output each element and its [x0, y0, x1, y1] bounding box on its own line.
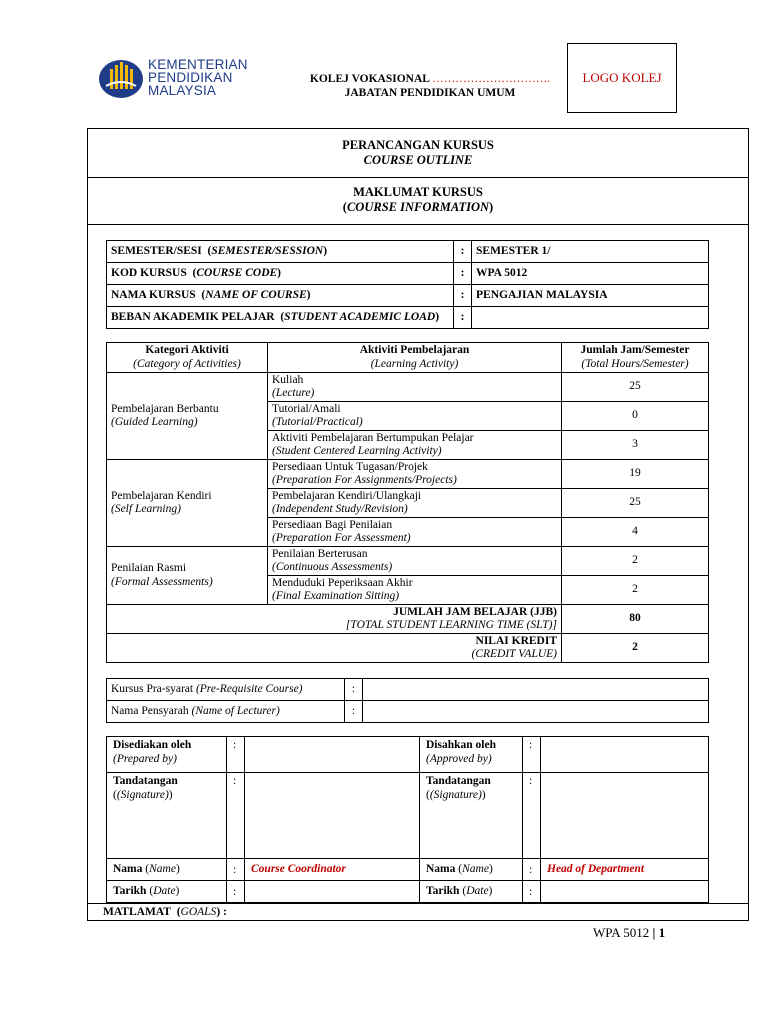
college-name-line [300, 72, 560, 86]
total-label: JUMLAH JAM BELAJAR (JJB) [TOTAL STUDENT LEARNING TIME (SLT)] [107, 605, 562, 634]
hours-cell[interactable]: 2 [562, 576, 709, 605]
colon: : [345, 679, 363, 701]
footer-separator: | [652, 925, 656, 940]
ministry-line-1: KEMENTERIAN [148, 57, 248, 72]
colon: : [227, 737, 245, 773]
colon: : [454, 285, 472, 307]
colon: : [227, 773, 245, 859]
hours-cell[interactable]: 2 [562, 547, 709, 576]
header-hours: Jumlah Jam/Semester (Total Hours/Semester) [562, 343, 709, 373]
table-row [107, 285, 709, 307]
table-row [107, 881, 709, 903]
colon: : [523, 773, 541, 859]
credit-label: NILAI KREDIT (CREDIT VALUE) [107, 634, 562, 663]
lecturer-label: Nama Pensyarah (Name of Lecturer) [107, 701, 345, 723]
college-title [300, 72, 560, 100]
outline-title: PERANCANGAN KURSUS [342, 138, 494, 152]
header-activity: Aktiviti Pembelajaran (Learning Activity) [268, 343, 562, 373]
hours-cell[interactable]: 25 [562, 373, 709, 402]
credit-value[interactable]: 2 [562, 634, 709, 663]
table-row [107, 773, 709, 859]
table-row [107, 701, 709, 723]
activity-cell: Aktiviti Pembelajaran Bertumpukan Pelajar (Student Centered Learning Activity) [268, 431, 562, 460]
page-number: 1 [658, 925, 666, 940]
signature-label-prepared: Tandatangan ((Signature)) [107, 773, 227, 859]
category-self-learning: Pembelajaran Kendiri (Self Learning) [107, 460, 268, 547]
category-formal-assessments: Penilaian Rasmi (Formal Assessments) [107, 547, 268, 605]
ministry-crest-icon [98, 56, 144, 102]
academic-load-value[interactable] [472, 307, 709, 329]
approved-by-label: Disahkan oleh (Approved by) [420, 737, 523, 773]
colon: : [345, 701, 363, 723]
header-category: Kategori Aktiviti (Category of Activities) [107, 343, 268, 373]
colon: : [523, 859, 541, 881]
prepared-by-label: Disediakan oleh (Prepared by) [107, 737, 227, 773]
college-logo-placeholder: LOGO KOLEJ [567, 43, 677, 113]
table-header-row [107, 343, 709, 373]
prepared-name-value[interactable]: Course Coordinator [245, 859, 420, 881]
outline-subtitle: COURSE OUTLINE [363, 153, 473, 167]
hours-cell[interactable]: 19 [562, 460, 709, 489]
table-row [107, 307, 709, 329]
total-hours-value[interactable]: 80 [562, 605, 709, 634]
hours-cell[interactable]: 0 [562, 402, 709, 431]
activity-cell: Pembelajaran Kendiri/Ulangkaji (Independent Study/Revision) [268, 489, 562, 518]
course-code-value[interactable]: WPA 5012 [472, 263, 709, 285]
table-row [107, 373, 709, 402]
hours-cell[interactable]: 3 [562, 431, 709, 460]
course-name-label: NAMA KURSUS (NAME OF COURSE) [107, 285, 454, 307]
prepared-by-value[interactable] [245, 737, 420, 773]
colon: : [523, 737, 541, 773]
goals-label: MATLAMAT (GOALS) : [103, 906, 227, 918]
colon: : [227, 859, 245, 881]
signature-field-prepared[interactable] [245, 773, 420, 859]
activity-cell: Penilaian Berterusan (Continuous Assessments) [268, 547, 562, 576]
ministry-line-3: MALAYSIA [148, 83, 217, 98]
semester-label: SEMESTER/SESI (SEMESTER/SESSION) [107, 241, 454, 263]
approved-by-value[interactable] [541, 737, 709, 773]
prerequisite-value[interactable] [363, 679, 709, 701]
name-label-prepared: Nama (Name) [107, 859, 227, 881]
activity-cell: Kuliah (Lecture) [268, 373, 562, 402]
college-name-blank: …………………………. [432, 73, 551, 85]
activity-cell: Persediaan Bagi Penilaian (Preparation For Assessment) [268, 518, 562, 547]
colon: : [227, 881, 245, 903]
hours-cell[interactable]: 25 [562, 489, 709, 518]
college-label: KOLEJ VOKASIONAL [309, 73, 430, 85]
category-guided-learning: Pembelajaran Berbantu (Guided Learning) [107, 373, 268, 460]
colon: : [454, 241, 472, 263]
prerequisite-label: Kursus Pra-syarat (Pre-Requisite Course) [107, 679, 345, 701]
colon: : [454, 307, 472, 329]
table-row [107, 859, 709, 881]
table-row [107, 263, 709, 285]
date-field-prepared[interactable] [245, 881, 420, 903]
department-name: JABATAN PENDIDIKAN UMUM [344, 87, 516, 99]
table-row [107, 679, 709, 701]
date-label-prepared: Tarikh (Date) [107, 881, 227, 903]
table-row [107, 241, 709, 263]
name-label-approved: Nama (Name) [420, 859, 523, 881]
semester-value[interactable]: SEMESTER 1/ [472, 241, 709, 263]
activity-cell: Tutorial/Amali (Tutorial/Practical) [268, 402, 562, 431]
info-subtitle: (COURSE INFORMATION) [342, 200, 494, 214]
ministry-line-2: PENDIDIKAN [148, 70, 233, 85]
activity-cell: Persediaan Untuk Tugasan/Projek (Preparation For Assignments/Projects) [268, 460, 562, 489]
hours-cell[interactable]: 4 [562, 518, 709, 547]
table-row [107, 547, 709, 576]
approved-name-value[interactable]: Head of Department [541, 859, 709, 881]
prerequisite-table [106, 678, 709, 723]
table-row [107, 460, 709, 489]
ministry-logo [98, 56, 268, 102]
date-label-approved: Tarikh (Date) [420, 881, 523, 903]
table-row [107, 737, 709, 773]
course-info-table [106, 240, 709, 329]
section-course-outline [87, 128, 749, 178]
colon: : [523, 881, 541, 903]
info-title: MAKLUMAT KURSUS [353, 185, 483, 199]
learning-activity-table [106, 342, 709, 663]
course-code-label: KOD KURSUS (COURSE CODE) [107, 263, 454, 285]
ministry-name [148, 58, 248, 97]
date-field-approved[interactable] [541, 881, 709, 903]
total-row [107, 605, 709, 634]
goals-divider [87, 903, 749, 904]
signature-label-approved: Tandatangan ((Signature)) [420, 773, 523, 859]
section-course-information [87, 178, 749, 225]
credit-row [107, 634, 709, 663]
activity-cell: Menduduki Peperiksaan Akhir (Final Examination Sitting) [268, 576, 562, 605]
footer-code: WPA 5012 [593, 925, 650, 940]
page-footer [593, 925, 665, 941]
colon: : [454, 263, 472, 285]
lecturer-value[interactable] [363, 701, 709, 723]
course-name-value[interactable]: PENGAJIAN MALAYSIA [472, 285, 709, 307]
academic-load-label: BEBAN AKADEMIK PELAJAR (STUDENT ACADEMIC LOAD) [107, 307, 454, 329]
signoff-table [106, 736, 709, 903]
signature-field-approved[interactable] [541, 773, 709, 859]
